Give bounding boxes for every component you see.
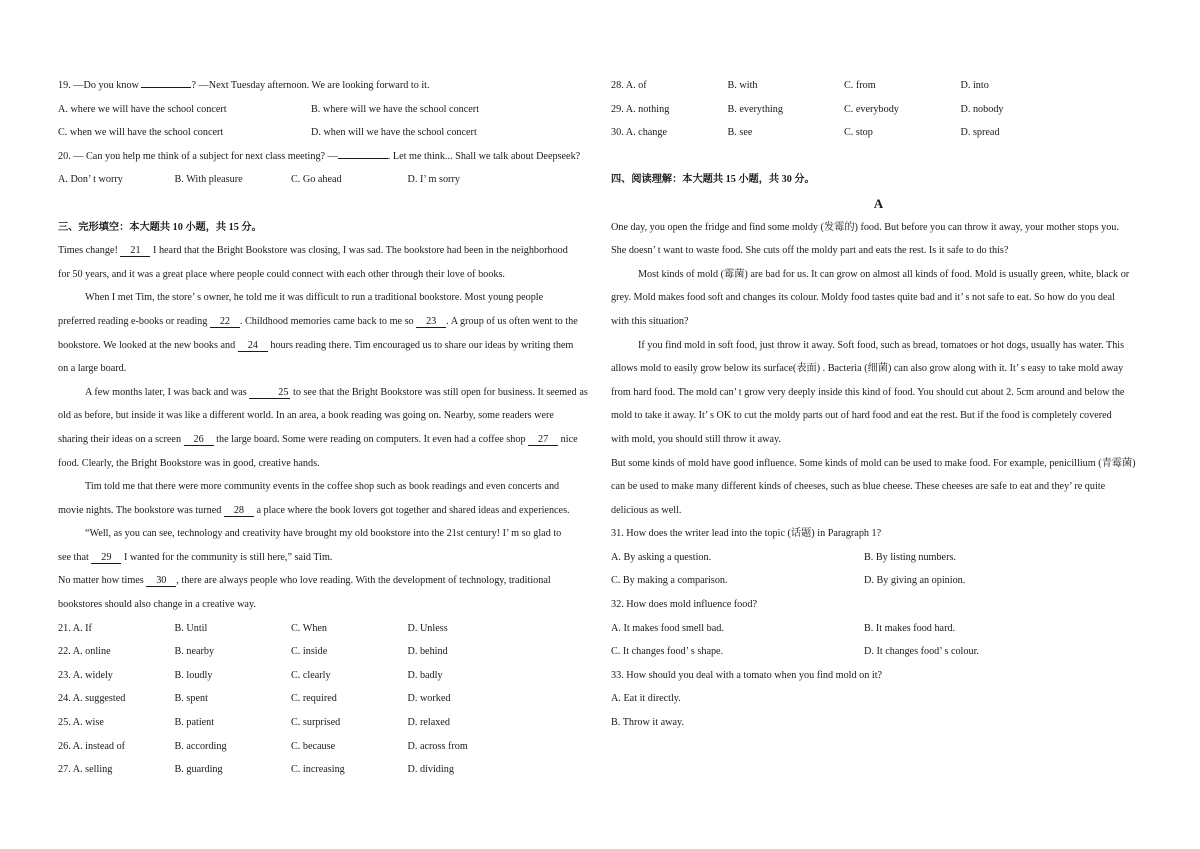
text: the large board. Some were reading on computers. It even had a coffee shop [213, 433, 529, 445]
option-d: D. dividing [407, 764, 454, 776]
option-row [58, 617, 591, 641]
option-d: D. badly [407, 669, 443, 681]
blank-23: 23 [416, 317, 446, 328]
blank-27: 27 [528, 435, 558, 446]
option-a: 25. A. wise [58, 717, 104, 729]
text: to see that the Bright Bookstore was still open for business. It seemed as [290, 386, 588, 398]
section-3-title: 三、完形填空：本大题共 10 小题，共 15 分。 [58, 221, 262, 233]
cloze-p5-line2 [58, 546, 591, 570]
text: a place where the book lovers got together and shared ideas and experiences. [253, 504, 570, 516]
option-a: 22. A. online [58, 646, 111, 658]
q19-options-row1 [58, 98, 591, 122]
option-c: C. clearly [291, 669, 331, 681]
q20-option-b: B. With pleasure [174, 174, 243, 186]
spacer [611, 145, 1146, 169]
q19-option-b: B. where will we have the school concert [311, 103, 480, 115]
option-d: D. spread [960, 127, 1000, 139]
option-c: C. When [291, 622, 328, 634]
option-c: C. required [291, 693, 337, 705]
reading-p3-line1: If you find mold in soft food, just throw it away. Soft food, such as bread, tomatoes or hot dogs, usually has water. This [638, 339, 1125, 351]
option-a: 21. A. If [58, 622, 92, 634]
blank-21: 21 [120, 246, 150, 257]
reading-p4-line3: delicious as well. [611, 504, 682, 516]
option-b: B. patient [174, 717, 215, 729]
cloze-p5-line1: “Well, as you can see, technology and creativity have brought my old bookstore into the 21st century! I’ m so glad to [85, 528, 562, 540]
q19-option-a: A. where we will have the school concert [58, 103, 227, 115]
q20-stem: 20. — Can you help me think of a subject for next class meeting? — [58, 150, 338, 162]
blank-24: 24 [238, 341, 268, 352]
reading-p3-line5: with mold, you should still throw it away. [611, 433, 781, 445]
q32-option-d: D. It changes food’ s colour. [864, 646, 979, 658]
option-c: C. everybody [844, 103, 899, 115]
option-a: 24. A. suggested [58, 693, 126, 705]
q31-options-row1 [611, 546, 1146, 570]
q19-option-d: D. when will we have the school concert [311, 127, 477, 139]
text: hours reading there. Tim encouraged us to share our ideas by writing them [267, 339, 574, 351]
option-c: C. because [291, 740, 336, 752]
question-19 [58, 74, 591, 98]
option-d: D. into [960, 80, 989, 91]
cloze-p1-line1 [58, 239, 591, 263]
q31-option-b: B. By listing numbers. [864, 551, 956, 563]
option-d: D. Unless [407, 622, 448, 634]
option-d: D. behind [407, 646, 448, 658]
q32-option-b: B. It makes food hard. [864, 622, 956, 634]
option-a: 30. A. change [611, 127, 668, 139]
cloze-options-21-27 [58, 617, 591, 782]
option-row [58, 664, 591, 688]
text: preferred reading e-books or reading [58, 315, 210, 327]
reading-p1-line2: She doesn’ t want to waste food. She cuts off the moldy part and eats the rest. Is it safe to do this? [611, 245, 1009, 257]
text: I wanted for the community is still here,” said Tim. [121, 551, 333, 563]
text: A few months later, I was back and was [85, 386, 250, 398]
option-row [58, 758, 591, 782]
option-row [58, 735, 591, 759]
cloze-p6-line1 [58, 569, 591, 593]
text: bookstore. We looked at the new books and [58, 339, 238, 351]
reading-p4-line2: can be used to make many different kinds of cheeses, such as blue cheese. These cheeses are safe to eat and they’ re quite [611, 481, 1106, 493]
blank-26: 26 [184, 435, 214, 446]
blank-25: 25 [249, 388, 290, 399]
option-row [58, 687, 591, 711]
option-b: B. nearby [174, 646, 215, 658]
q32-options-row2 [611, 640, 1146, 664]
q19-option-c: C. when we will have the school concert [58, 127, 224, 139]
option-d: D. across from [407, 740, 468, 752]
option-b: B. with [727, 80, 758, 91]
q33-option-b: B. Throw it away. [611, 717, 684, 729]
q20-option-a: A. Don’ t worry [58, 174, 123, 186]
q20-stem-end: . Let me think... Shall we talk about Deepseek? [387, 150, 581, 162]
reading-p3-line2: allows mold to easily grow below its surface(表面) . Bacteria (细菌) can also grow along with it. It’ s easy to take mold away [611, 363, 1124, 375]
option-c: C. surprised [291, 717, 341, 729]
option-d: D. nobody [960, 103, 1004, 115]
option-c: C. inside [291, 646, 328, 658]
q31-options-row2 [611, 569, 1146, 593]
q19-options-row2 [58, 121, 591, 145]
text: . A group of us often went to the [446, 315, 578, 327]
section-4-title: 四、阅读理解：本大题共 15 小题，共 30 分。 [611, 174, 815, 186]
question-32: 32. How does mold influence food? [611, 599, 757, 611]
option-c: C. increasing [291, 764, 345, 776]
reading-p2-line3: with this situation? [611, 315, 689, 327]
cloze-p1-line2: for 50 years, and it was a great place where people could connect with each other through their love of books. [58, 268, 505, 280]
option-row [58, 640, 591, 664]
blank-28: 28 [224, 506, 254, 517]
q32-option-c: C. It changes food’ s shape. [611, 646, 724, 658]
cloze-p6-line2: bookstores should also change in a creative way. [58, 599, 256, 611]
cloze-options-28-30 [611, 74, 1146, 145]
q20-blank [338, 158, 388, 159]
right-column [611, 74, 1146, 735]
passage-label: A [873, 195, 884, 211]
blank-29: 29 [91, 553, 121, 564]
text: sharing their ideas on a screen [58, 433, 184, 445]
text: , there are always people who love reading. With the development of technology, traditional [176, 575, 551, 587]
cloze-p2-line2 [58, 310, 591, 334]
q32-options-row1 [611, 617, 1146, 641]
cloze-p3-line2: old as before, but inside it was like a different world. In an area, a book reading was going on. Nearby, some readers were [58, 410, 554, 422]
option-a: 29. A. nothing [611, 103, 670, 115]
option-row [611, 121, 1146, 145]
text: see that [58, 551, 92, 563]
option-b: B. spent [174, 693, 208, 705]
text: nice [558, 433, 578, 445]
cloze-p2-line1: When I met Tim, the store’ s owner, he told me it was difficult to run a traditional bookstore. Most young people [85, 292, 544, 304]
option-c: C. from [844, 80, 876, 91]
text: movie nights. The bookstore was turned [58, 504, 224, 516]
q31-option-d: D. By giving an opinion. [864, 575, 966, 587]
reading-p4-line1: But some kinds of mold have good influence. Some kinds of mold can be used to make food. For example, penicillium (青霉菌) [611, 457, 1136, 469]
q32-option-a: A. It makes food smell bad. [611, 622, 724, 634]
option-a: 26. A. instead of [58, 740, 126, 752]
q20-option-c: C. Go ahead [291, 174, 342, 186]
option-b: B. loudly [174, 669, 213, 681]
option-b: B. see [727, 127, 753, 139]
text: No matter how times [58, 575, 147, 587]
q31-option-c: C. By making a comparison. [611, 575, 728, 587]
reading-p1-line1: One day, you open the fridge and find some moldy (发霉的) food. But before you can throw it away, your mother stops you. [611, 221, 1119, 233]
left-column [58, 74, 591, 782]
cloze-p4-line1: Tim told me that there were more community events in the coffee shop such as book readings and even concerts and [85, 481, 560, 493]
option-d: D. worked [407, 693, 451, 705]
text: Times change! [58, 245, 121, 257]
option-row [611, 74, 1146, 98]
cloze-p3-line3 [58, 428, 591, 452]
q31-option-a: A. By asking a question. [611, 551, 712, 563]
cloze-p2-line4: on a large board. [58, 363, 127, 375]
option-a: 28. A. of [611, 80, 647, 91]
q20-options [58, 168, 591, 192]
option-a: 27. A. selling [58, 764, 113, 776]
cloze-p4-line2 [58, 499, 591, 523]
reading-p3-line3: from hard food. The mold can’ t grow very deeply inside this kind of food. You should cut about 2. 5cm around and below the [611, 386, 1125, 398]
text: I heard that the Bright Bookstore was closing, I was sad. The bookstore had been in the neighborhood [150, 245, 568, 257]
reading-p2-line1: Most kinds of mold (霉菌) are bad for us. It can grow on almost all kinds of food. Mold is usually green, white, black or [638, 268, 1130, 280]
question-33: 33. How should you deal with a tomato when you find mold on it? [611, 669, 883, 681]
reading-p3-line4: mold to take it away. It’ s OK to cut the moldy parts out of hard food and eat the rest. But if the food is completely covered [611, 410, 1112, 422]
q20-option-d: D. I’ m sorry [407, 174, 460, 186]
q19-stem-end: ? —Next Tuesday afternoon. We are looking forward to it. [191, 80, 430, 91]
option-b: B. everything [727, 103, 783, 115]
reading-p2-line2: grey. Mold makes food soft and changes its colour. Moldy food tastes quite bad and it’ s not safe to eat. So how do you deal [611, 292, 1115, 304]
cloze-p3-line4: food. Clearly, the Bright Bookstore was in good, creative hands. [58, 457, 320, 469]
option-d: D. relaxed [407, 717, 450, 729]
cloze-p2-line3 [58, 334, 591, 358]
option-b: B. guarding [174, 764, 223, 776]
blank-22: 22 [210, 317, 240, 328]
question-31: 31. How does the writer lead into the topic (话题) in Paragraph 1? [611, 528, 882, 540]
cloze-p3-line1 [58, 381, 591, 405]
spacer [58, 192, 591, 216]
option-row [611, 98, 1146, 122]
option-row [58, 711, 591, 735]
option-a: 23. A. widely [58, 669, 113, 681]
q19-stem: 19. —Do you know [58, 80, 142, 91]
blank-30: 30 [146, 576, 176, 587]
option-c: C. stop [844, 127, 873, 139]
q33-option-a: A. Eat it directly. [611, 693, 681, 705]
option-b: B. according [174, 740, 227, 752]
q19-blank [141, 87, 191, 88]
option-b: B. Until [174, 622, 208, 634]
text: . Childhood memories came back to me so [239, 315, 417, 327]
question-20 [58, 145, 591, 169]
